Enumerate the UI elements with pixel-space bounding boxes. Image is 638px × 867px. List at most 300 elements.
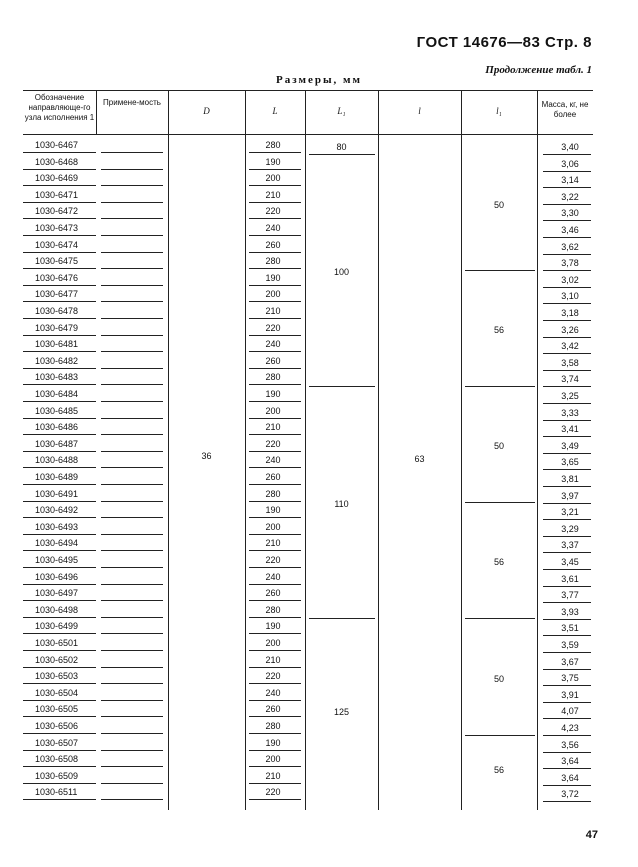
- row-mass-rule: [543, 602, 591, 603]
- row-l-rule: [249, 285, 301, 286]
- row-l-rule: [249, 169, 301, 170]
- row-l-rule: [249, 152, 301, 153]
- row-application-blank: [101, 318, 163, 319]
- row-designation: 1030-6485: [35, 405, 79, 416]
- small-l1-group-value: 50: [493, 673, 504, 684]
- row-designation-rule: [23, 152, 96, 153]
- row-l-value: 190: [265, 505, 281, 516]
- row-mass-rule: [543, 270, 591, 271]
- row-designation-rule: [23, 467, 96, 468]
- row-l-value: 260: [265, 355, 281, 366]
- row-l-value: 200: [265, 521, 281, 532]
- row-designation: 1030-6493: [35, 521, 79, 532]
- row-mass-rule: [543, 519, 591, 520]
- row-designation-rule: [23, 567, 96, 568]
- row-l-rule: [249, 384, 301, 385]
- row-l-value: 190: [265, 272, 281, 283]
- row-mass-value: 3,61: [561, 573, 579, 584]
- row-application-blank: [101, 467, 163, 468]
- row-designation: 1030-6486: [35, 422, 79, 433]
- row-l-value: 220: [265, 322, 281, 333]
- row-mass-value: 3,93: [561, 606, 579, 617]
- row-mass-value: 3,46: [561, 225, 579, 235]
- row-designation: 1030-6475: [35, 256, 79, 267]
- row-mass-rule: [543, 619, 591, 620]
- row-mass-rule: [543, 752, 591, 753]
- row-l-value: 190: [265, 621, 281, 632]
- row-mass-value: 3,30: [561, 208, 579, 219]
- row-mass-value: 3,77: [561, 590, 579, 601]
- row-mass-value: 3,58: [561, 357, 579, 368]
- row-application-blank: [101, 185, 163, 186]
- row-l-value: 280: [265, 604, 281, 615]
- row-designation: 1030-6506: [35, 721, 79, 731]
- row-l-value: 240: [265, 687, 281, 698]
- row-designation-rule: [23, 451, 96, 452]
- row-designation-rule: [23, 185, 96, 186]
- row-designation-rule: [23, 683, 96, 684]
- row-mass-rule: [543, 403, 591, 404]
- row-designation-rule: [23, 733, 96, 734]
- row-designation: 1030-6477: [35, 289, 79, 300]
- l1-group-value: 125: [333, 706, 350, 717]
- small-l1-group-value: 50: [493, 441, 504, 452]
- row-designation: 1030-6473: [35, 223, 79, 233]
- header-bottom-border: [23, 134, 593, 135]
- row-designation: 1030-6483: [35, 372, 79, 383]
- dimensions-table: [23, 90, 593, 810]
- row-l-value: 220: [265, 555, 281, 565]
- row-mass-value: 3,67: [561, 656, 579, 667]
- row-designation: 1030-6471: [35, 189, 79, 200]
- merged-d-value: 36: [201, 451, 212, 461]
- row-mass-value: 3,42: [561, 341, 579, 352]
- row-mass-value: 3,29: [561, 523, 579, 534]
- row-l-rule: [249, 600, 301, 601]
- row-l-rule: [249, 517, 301, 518]
- row-l-rule: [249, 650, 301, 651]
- row-designation-rule: [23, 700, 96, 701]
- l1-group-value: 80: [336, 142, 347, 153]
- small-l1-group-value: 56: [493, 557, 504, 568]
- column-divider-mass: [537, 90, 538, 810]
- row-mass-rule: [543, 569, 591, 570]
- row-application-blank: [101, 534, 163, 535]
- row-designation: 1030-6497: [35, 588, 79, 599]
- row-designation: 1030-6469: [35, 173, 79, 184]
- row-l-rule: [249, 185, 301, 186]
- row-mass-value: 3,64: [561, 772, 579, 783]
- row-l-value: 260: [265, 588, 281, 599]
- row-designation-rule: [23, 600, 96, 601]
- row-l-rule: [249, 567, 301, 568]
- row-application-blank: [101, 202, 163, 203]
- row-designation: 1030-6474: [35, 239, 79, 250]
- row-application-blank: [101, 667, 163, 668]
- row-mass-value: 3,91: [561, 689, 579, 700]
- row-designation-rule: [23, 401, 96, 402]
- row-l-value: 240: [265, 571, 281, 582]
- row-mass-value: 3,40: [561, 142, 579, 152]
- row-mass-rule: [543, 237, 591, 238]
- row-mass-rule: [543, 154, 591, 155]
- row-l-rule: [249, 783, 301, 784]
- row-designation: 1030-6508: [35, 754, 79, 765]
- row-l-value: 200: [265, 638, 281, 648]
- row-designation-rule: [23, 418, 96, 419]
- row-designation: 1030-6498: [35, 604, 79, 615]
- column-divider-small-l: [378, 90, 379, 810]
- row-application-blank: [101, 351, 163, 352]
- small-l1-group-rule: [465, 386, 535, 387]
- row-designation: 1030-6482: [35, 355, 79, 366]
- row-designation-rule: [23, 650, 96, 651]
- row-designation-rule: [23, 285, 96, 286]
- row-application-blank: [101, 550, 163, 551]
- row-l-value: 280: [265, 256, 281, 267]
- row-application-blank: [101, 733, 163, 734]
- row-application-blank: [101, 700, 163, 701]
- row-designation-rule: [23, 384, 96, 385]
- row-l-value: 190: [265, 156, 281, 167]
- table-continuation-note: Продолжение табл. 1: [485, 64, 592, 76]
- row-l-rule: [249, 202, 301, 203]
- small-l1-group-rule: [465, 502, 535, 503]
- row-l-rule: [249, 268, 301, 269]
- row-mass-value: 3,33: [561, 407, 579, 418]
- row-application-blank: [101, 517, 163, 518]
- row-mass-rule: [543, 469, 591, 470]
- row-l-rule: [249, 235, 301, 236]
- row-l-value: 210: [265, 770, 281, 781]
- row-designation: 1030-6491: [35, 488, 79, 499]
- row-mass-rule: [543, 552, 591, 553]
- row-application-blank: [101, 650, 163, 651]
- row-designation: 1030-6494: [35, 538, 79, 549]
- row-mass-rule: [543, 320, 591, 321]
- row-mass-value: 4,07: [561, 706, 579, 717]
- row-l-value: 280: [265, 372, 281, 383]
- row-designation: 1030-6481: [35, 339, 79, 350]
- row-l-rule: [249, 484, 301, 485]
- row-l-value: 220: [265, 206, 281, 217]
- row-l-value: 210: [265, 654, 281, 665]
- row-application-blank: [101, 683, 163, 684]
- row-l-value: 220: [265, 787, 281, 798]
- row-mass-value: 3,81: [561, 474, 579, 484]
- row-mass-rule: [543, 503, 591, 504]
- row-designation: 1030-6472: [35, 206, 79, 217]
- row-designation: 1030-6495: [35, 555, 79, 565]
- row-designation: 1030-6509: [35, 770, 79, 781]
- merged-small-l-value: 63: [414, 454, 425, 464]
- row-application-blank: [101, 169, 163, 170]
- row-designation-rule: [23, 517, 96, 518]
- row-designation: 1030-6478: [35, 306, 79, 316]
- row-mass-rule: [543, 303, 591, 304]
- row-l-value: 220: [265, 438, 281, 449]
- row-mass-value: 3,74: [561, 374, 579, 385]
- row-mass-rule: [543, 801, 591, 802]
- row-designation-rule: [23, 484, 96, 485]
- row-l-rule: [249, 750, 301, 751]
- header-l: L: [272, 106, 278, 116]
- row-mass-value: 3,25: [561, 391, 579, 401]
- row-l-value: 240: [265, 339, 281, 350]
- row-designation: 1030-6476: [35, 272, 79, 283]
- row-mass-rule: [543, 785, 591, 786]
- row-application-blank: [101, 252, 163, 253]
- row-designation: 1030-6488: [35, 455, 79, 466]
- row-l-rule: [249, 667, 301, 668]
- table-top-border: [23, 90, 593, 91]
- row-l-value: 240: [265, 223, 281, 233]
- small-l1-group-rule: [465, 618, 535, 619]
- row-mass-rule: [543, 586, 591, 587]
- row-designation-rule: [23, 218, 96, 219]
- row-mass-value: 4,23: [561, 723, 579, 733]
- row-l-value: 260: [265, 472, 281, 482]
- row-application-blank: [101, 716, 163, 717]
- header-designation: Обозначение направляюще-го узла исполнения 1: [24, 93, 95, 122]
- row-l-rule: [249, 550, 301, 551]
- row-application-blank: [101, 384, 163, 385]
- row-l-rule: [249, 218, 301, 219]
- row-designation-rule: [23, 235, 96, 236]
- row-mass-rule: [543, 353, 591, 354]
- row-mass-value: 3,41: [561, 424, 579, 435]
- row-l-value: 190: [265, 389, 281, 399]
- row-mass-rule: [543, 370, 591, 371]
- row-mass-value: 3,26: [561, 324, 579, 335]
- row-application-blank: [101, 766, 163, 767]
- row-designation: 1030-6489: [35, 472, 79, 482]
- row-designation-rule: [23, 617, 96, 618]
- row-mass-rule: [543, 685, 591, 686]
- small-l1-group-value: 50: [493, 200, 504, 211]
- row-application-blank: [101, 418, 163, 419]
- row-l-rule: [249, 501, 301, 502]
- row-l-value: 260: [265, 704, 281, 715]
- small-l1-group-value: 56: [493, 324, 504, 335]
- header-l1: L₁: [337, 106, 346, 116]
- small-l1-group-rule: [465, 270, 535, 271]
- row-designation-rule: [23, 550, 96, 551]
- header-mass: Масса, кг, не более: [541, 100, 589, 119]
- row-designation: 1030-6484: [35, 389, 79, 399]
- row-l-rule: [249, 683, 301, 684]
- row-l-rule: [249, 335, 301, 336]
- row-application-blank: [101, 152, 163, 153]
- row-mass-value: 3,65: [561, 457, 579, 468]
- standard-header: ГОСТ 14676—83 Стр. 8: [416, 34, 592, 51]
- row-designation-rule: [23, 368, 96, 369]
- row-mass-rule: [543, 453, 591, 454]
- row-mass-rule: [543, 536, 591, 537]
- row-mass-value: 3,14: [561, 175, 579, 186]
- row-mass-value: 3,78: [561, 258, 579, 269]
- row-l-rule: [249, 766, 301, 767]
- row-application-blank: [101, 368, 163, 369]
- row-mass-value: 3,49: [561, 440, 579, 451]
- row-application-blank: [101, 600, 163, 601]
- row-mass-value: 3,10: [561, 291, 579, 302]
- row-mass-rule: [543, 768, 591, 769]
- dimensions-title: Размеры, мм: [275, 74, 363, 86]
- column-divider-d: [168, 90, 169, 810]
- row-mass-rule: [543, 386, 591, 387]
- row-application-blank: [101, 335, 163, 336]
- row-application-blank: [101, 750, 163, 751]
- row-mass-value: 3,75: [561, 673, 579, 684]
- row-l-rule: [249, 368, 301, 369]
- page-number: 47: [585, 829, 598, 841]
- row-l-value: 280: [265, 140, 281, 150]
- row-application-blank: [101, 567, 163, 568]
- row-l-rule: [249, 467, 301, 468]
- row-l-rule: [249, 351, 301, 352]
- row-designation-rule: [23, 335, 96, 336]
- row-mass-value: 3,18: [561, 308, 579, 318]
- row-designation-rule: [23, 766, 96, 767]
- row-designation-rule: [23, 202, 96, 203]
- l1-group-value: 100: [333, 266, 350, 277]
- row-application-blank: [101, 584, 163, 585]
- row-mass-rule: [543, 635, 591, 636]
- row-designation-rule: [23, 434, 96, 435]
- row-mass-rule: [543, 486, 591, 487]
- row-mass-value: 3,64: [561, 756, 579, 767]
- row-designation: 1030-6507: [35, 737, 79, 748]
- row-designation: 1030-6504: [35, 687, 79, 698]
- row-l-value: 200: [265, 405, 281, 416]
- row-mass-rule: [543, 254, 591, 255]
- row-application-blank: [101, 633, 163, 634]
- row-designation: 1030-6487: [35, 438, 79, 449]
- row-application-blank: [101, 617, 163, 618]
- row-application-blank: [101, 434, 163, 435]
- small-l1-group-rule: [465, 735, 535, 736]
- row-application-blank: [101, 799, 163, 800]
- row-application-blank: [101, 451, 163, 452]
- row-l-value: 190: [265, 737, 281, 748]
- row-l-rule: [249, 451, 301, 452]
- row-designation-rule: [23, 501, 96, 502]
- row-designation: 1030-6496: [35, 571, 79, 582]
- row-designation-rule: [23, 633, 96, 634]
- row-mass-value: 3,37: [561, 540, 579, 551]
- row-mass-rule: [543, 204, 591, 205]
- row-mass-rule: [543, 337, 591, 338]
- l1-group-value: 110: [334, 499, 349, 510]
- row-l-rule: [249, 252, 301, 253]
- row-designation-rule: [23, 351, 96, 352]
- row-mass-value: 3,97: [561, 490, 579, 501]
- row-designation-rule: [23, 750, 96, 751]
- row-designation-rule: [23, 799, 96, 800]
- row-l-value: 200: [265, 754, 281, 765]
- row-l-value: 280: [265, 721, 281, 731]
- row-application-blank: [101, 401, 163, 402]
- row-designation: 1030-6492: [35, 505, 79, 516]
- row-l-rule: [249, 617, 301, 618]
- header-small-l1: l₁: [496, 106, 502, 116]
- row-application-blank: [101, 501, 163, 502]
- row-mass-rule: [543, 436, 591, 437]
- row-designation: 1030-6505: [35, 704, 79, 715]
- row-designation-rule: [23, 318, 96, 319]
- row-mass-rule: [543, 652, 591, 653]
- row-l-value: 220: [265, 671, 281, 682]
- row-designation: 1030-6479: [35, 322, 79, 333]
- row-application-blank: [101, 235, 163, 236]
- row-l-value: 210: [265, 422, 281, 433]
- row-l-rule: [249, 401, 301, 402]
- row-application-blank: [101, 484, 163, 485]
- row-mass-value: 3,02: [561, 274, 579, 285]
- row-mass-value: 3,22: [561, 191, 579, 202]
- header-small-l: l: [418, 106, 421, 116]
- row-l-rule: [249, 301, 301, 302]
- column-divider-l1: [305, 90, 306, 810]
- row-mass-rule: [543, 718, 591, 719]
- row-application-blank: [101, 783, 163, 784]
- l1-group-rule: [309, 386, 375, 387]
- row-mass-rule: [543, 669, 591, 670]
- row-designation-rule: [23, 667, 96, 668]
- l1-group-rule: [309, 154, 375, 155]
- row-l-value: 280: [265, 488, 281, 499]
- row-l-value: 210: [265, 189, 281, 200]
- row-designation-rule: [23, 783, 96, 784]
- header-application: Примене-мость: [103, 98, 161, 107]
- row-l-rule: [249, 318, 301, 319]
- row-mass-rule: [543, 287, 591, 288]
- row-designation-rule: [23, 716, 96, 717]
- row-l-rule: [249, 799, 301, 800]
- row-l-rule: [249, 584, 301, 585]
- row-l-rule: [249, 434, 301, 435]
- l1-group-rule: [309, 618, 375, 619]
- row-l-value: 260: [265, 239, 281, 250]
- row-designation-rule: [23, 169, 96, 170]
- row-mass-value: 3,59: [561, 640, 579, 650]
- row-mass-rule: [543, 420, 591, 421]
- row-mass-value: 3,72: [561, 789, 579, 800]
- row-l-rule: [249, 716, 301, 717]
- row-mass-value: 3,51: [561, 623, 579, 634]
- small-l1-group-value: 56: [493, 764, 504, 775]
- row-designation: 1030-6502: [35, 654, 79, 665]
- row-mass-rule: [543, 220, 591, 221]
- row-mass-rule: [543, 171, 591, 172]
- row-mass-rule: [543, 735, 591, 736]
- row-application-blank: [101, 268, 163, 269]
- row-designation-rule: [23, 534, 96, 535]
- row-designation: 1030-6499: [35, 621, 79, 632]
- row-designation-rule: [23, 301, 96, 302]
- row-l-rule: [249, 700, 301, 701]
- row-designation: 1030-6511: [35, 787, 78, 798]
- row-l-value: 240: [265, 455, 281, 466]
- row-designation: 1030-6503: [35, 671, 79, 682]
- row-designation-rule: [23, 268, 96, 269]
- row-mass-value: 3,21: [561, 507, 579, 518]
- row-mass-rule: [543, 702, 591, 703]
- row-designation-rule: [23, 584, 96, 585]
- row-l-value: 200: [265, 289, 281, 300]
- row-designation-rule: [23, 252, 96, 253]
